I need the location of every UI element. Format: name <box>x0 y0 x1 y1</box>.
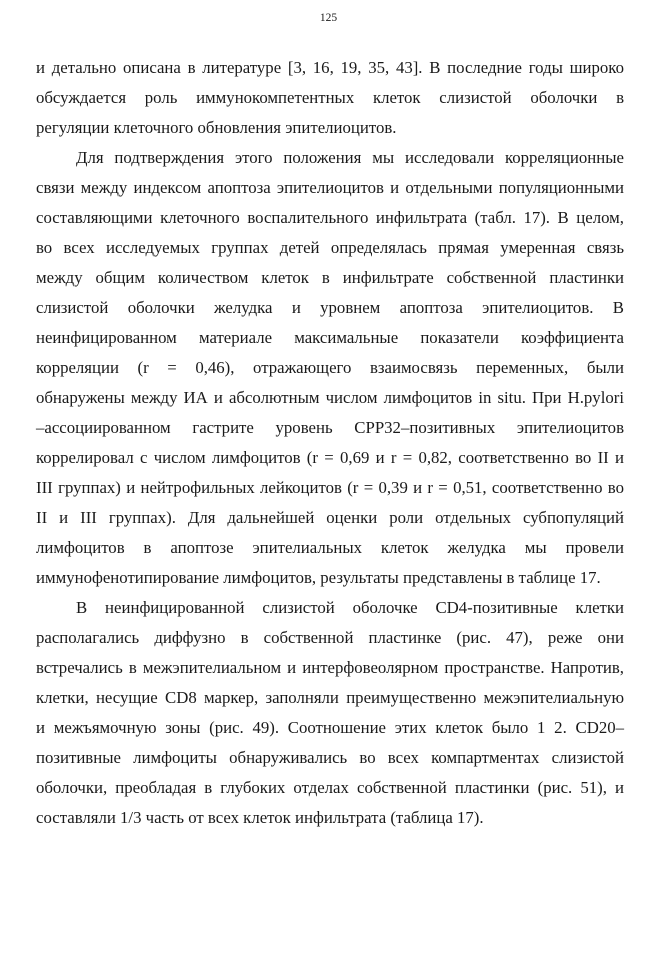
text-line: и детально описана в литературе [3, 16, 19, 35, 43]. В последние годы широко <box>36 58 624 77</box>
text-line: оболочки, преобладая в глубоких отделах собственной пластинки (рис. 51), и <box>36 778 624 797</box>
text-line: обнаружены между ИА и абсолютным числом лимфоцитов in situ. При H.pylori <box>36 388 624 407</box>
text-line: лимфоцитов в апоптозе эпителиальных клеток желудка мы провели <box>36 538 624 557</box>
text-line: корреляции (r = 0,46), отражающего взаимосвязь переменных, были <box>36 358 624 377</box>
text-line: III группах) и нейтрофильных лейкоцитов (r = 0,39 и r = 0,51, соответственно во <box>36 478 624 497</box>
text-line: –ассоциированном гастрите уровень CPP32–позитивных эпителиоцитов <box>36 418 624 437</box>
text-line: слизистой оболочки желудка и уровнем апоптоза эпителиоцитов. В <box>36 298 624 317</box>
text-line: Для подтверждения этого положения мы исследовали корреляционные <box>76 148 624 167</box>
text-line: II и III группах). Для дальнейшей оценки роли отдельных субпопуляций <box>36 508 624 527</box>
text-line: позитивные лимфоциты обнаруживались во всех компартментах слизистой <box>36 748 624 767</box>
text-line: неинфицированном материале максимальные показатели коэффициента <box>36 328 624 347</box>
text-line: В неинфицированной слизистой оболочке CD4-позитивные клетки <box>76 598 624 617</box>
text-line: и межъямочную зоны (рис. 49). Соотношение этих клеток было 1 2. CD20– <box>36 718 624 737</box>
text-line: регуляции клеточного обновления эпителиоцитов. <box>36 118 397 137</box>
text-line: составляющими клеточного воспалительного инфильтрата (табл. 17). В целом, <box>36 208 624 227</box>
page-number: 125 <box>319 12 338 24</box>
text-line: клетки, несущие CD8 маркер, заполняли преимущественно межэпителиальную <box>36 688 624 707</box>
text-line: коррелировал с числом лимфоцитов (r = 0,69 и r = 0,82, соответственно во II и <box>36 448 624 467</box>
text-line: связи между индексом апоптоза эпителиоцитов и отдельными популяционными <box>36 178 624 197</box>
text-line: встречались в межэпителиальном и интерфовеолярном пространстве. Напротив, <box>36 658 624 677</box>
text-line: составляли 1/3 часть от всех клеток инфильтрата (таблица 17). <box>36 808 484 827</box>
text-line: иммунофенотипирование лимфоцитов, результаты представлены в таблице 17. <box>36 568 601 587</box>
text-line: во всех исследуемых группах детей определялась прямая умеренная связь <box>36 238 624 257</box>
text-line: располагались диффузно в собственной пластинке (рис. 47), реже они <box>36 628 624 647</box>
text-line: между общим количеством клеток в инфильтрате собственной пластинки <box>36 268 624 287</box>
text-line: обсуждается роль иммунокомпетентных клеток слизистой оболочки в <box>36 88 624 107</box>
